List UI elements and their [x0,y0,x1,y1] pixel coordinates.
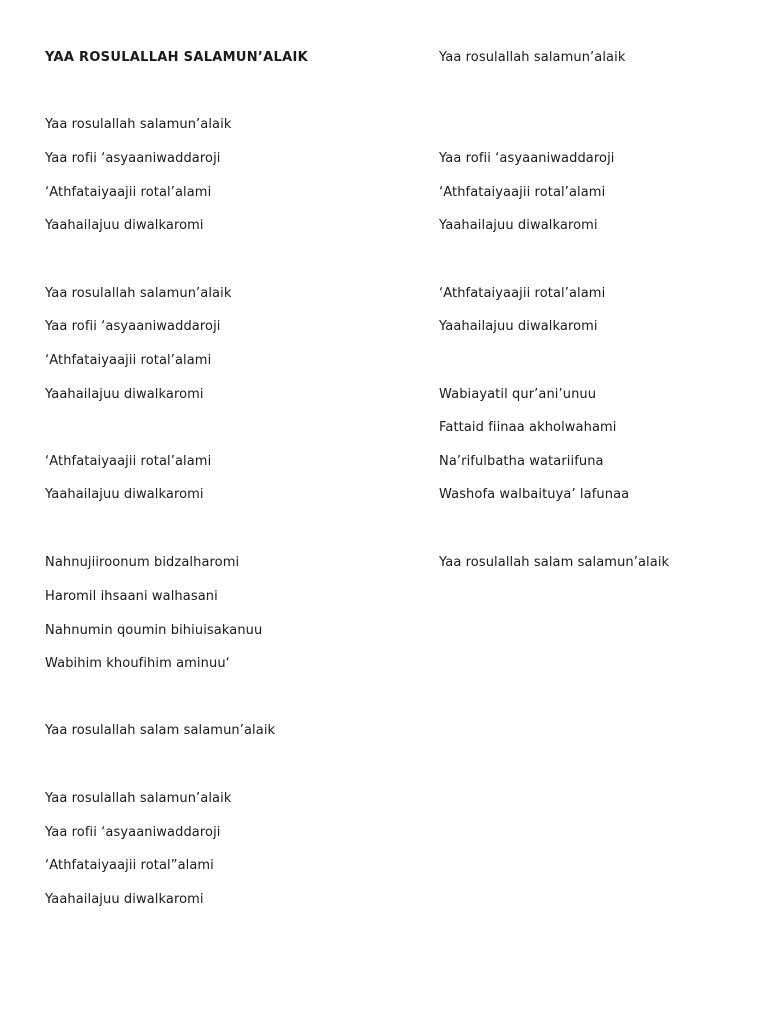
lyric-line: ‘Athfataiyaajii rotal’alami [439,286,606,301]
lyric-line: Yaahailajuu diwalkaromi [45,387,204,402]
lyric-line: ‘Athfataiyaajii rotal’alami [45,185,212,200]
lyric-line: Yaa rosulallah salamun’alaik [45,791,232,806]
lyric-line: Yaa rosulallah salamun’alaik [45,286,232,301]
lyric-line: Yaahailajuu diwalkaromi [45,892,204,907]
lyric-line: Washofa walbaituya’ lafunaa [439,487,630,502]
lyric-line: ‘Athfataiyaajii rotal”alami [45,858,214,873]
lyric-line: Yaahailajuu diwalkaromi [45,487,204,502]
lyric-line: Yaahailajuu diwalkaromi [439,218,598,233]
lyric-line: Yaa rofii ‘asyaaniwaddaroji [45,319,221,334]
lyric-line: Yaa rosulallah salamun’alaik [439,50,626,65]
lyric-line: Yaahailajuu diwalkaromi [439,319,598,334]
lyric-line: Nahnumin qoumin bihiuisakanuu [45,623,263,638]
lyric-line: ‘Athfataiyaajii rotal’alami [45,353,212,368]
lyric-line: Yaa rosulallah salam salamun’alaik [45,723,276,738]
lyric-line: Na’rifulbatha watariifuna [439,454,604,469]
lyric-line: Yaa rosulallah salamun’alaik [45,117,232,132]
lyric-line: ‘Athfataiyaajii rotal’alami [439,185,606,200]
lyric-line: Wabihim khoufihim aminuu‘ [45,656,230,671]
lyric-line: Yaa rofii ‘asyaaniwaddaroji [45,151,221,166]
lyric-line: Haromil ihsaani walhasani [45,589,218,604]
lyric-line: Nahnujiiroonum bidzalharomi [45,555,240,570]
lyric-line: Yaa rosulallah salam salamun’alaik [439,555,670,570]
document-title: YAA ROSULALLAH SALAMUN’ALAIK [45,50,308,65]
lyric-line: Yaa rofii ‘asyaaniwaddaroji [439,151,615,166]
lyric-line: Yaahailajuu diwalkaromi [45,218,204,233]
lyric-line: Yaa rofii ‘asyaaniwaddaroji [45,825,221,840]
lyric-line: Fattaid fiinaa akholwahami [439,420,617,435]
lyric-line: Wabiayatil qur’ani’unuu [439,387,597,402]
lyric-line: ‘Athfataiyaajii rotal’alami [45,454,212,469]
